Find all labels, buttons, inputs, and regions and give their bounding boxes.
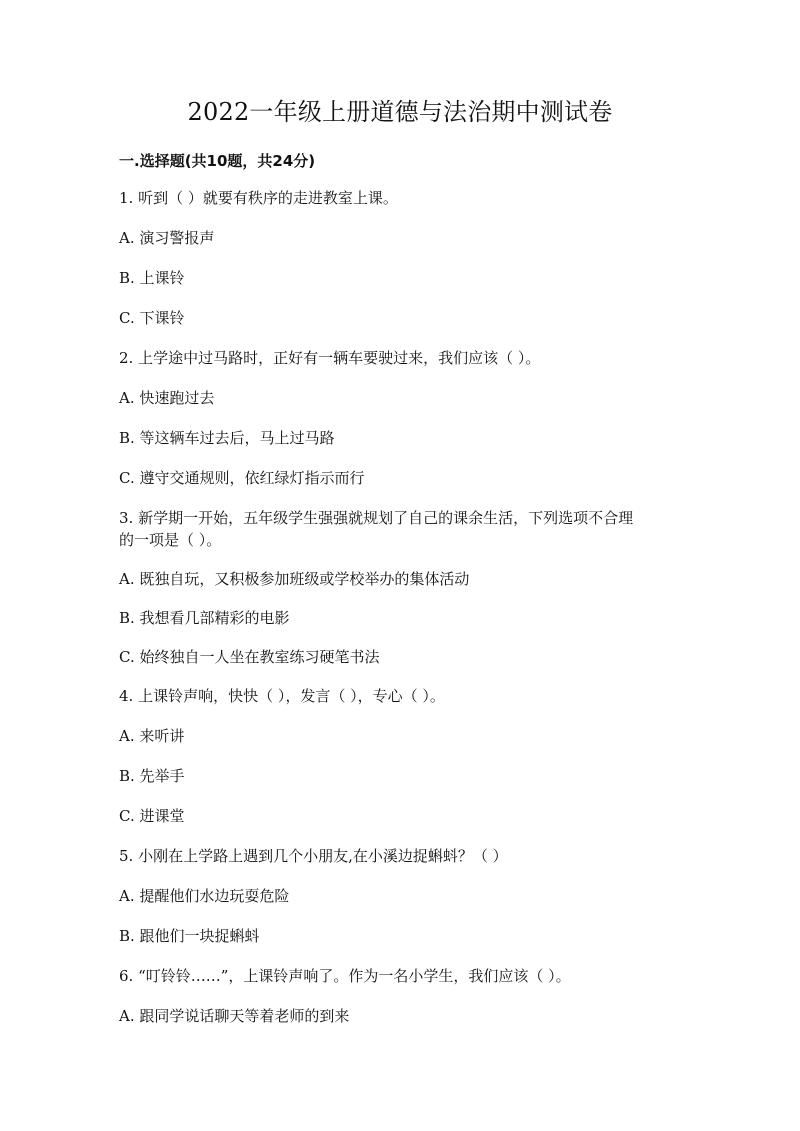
question-2-option-b: B. 等这辆车过去后，马上过马路 — [119, 429, 335, 447]
question-6-stem: 6. “叮铃铃……”，上课铃声响了。作为一名小学生，我们应该（ ）。 — [119, 967, 571, 985]
question-4-option-a: A. 来听讲 — [119, 727, 185, 745]
question-5-option-a: A. 提醒他们水边玩耍危险 — [119, 887, 290, 905]
section-heading: 一.选择题(共10题，共24分) — [119, 152, 316, 170]
question-3-option-a: A. 既独自玩，又积极参加班级或学校举办的集体活动 — [119, 570, 470, 588]
question-1-option-c: C. 下课铃 — [119, 309, 185, 327]
question-1-option-a: A. 演习警报声 — [119, 229, 215, 247]
question-4-option-c: C. 进课堂 — [119, 807, 185, 825]
question-3-option-b: B. 我想看几部精彩的电影 — [119, 609, 290, 627]
question-4-stem: 4. 上课铃声响，快快（ ），发言（ ），专心（ ）。 — [119, 687, 445, 705]
question-1-option-b: B. 上课铃 — [119, 269, 185, 287]
question-2-stem: 2. 上学途中过马路时，正好有一辆车要驶过来，我们应该（ ）。 — [119, 349, 541, 367]
question-5-option-b: B. 跟他们一块捉蝌蚪 — [119, 927, 260, 945]
question-6-option-a: A. 跟同学说话聊天等着老师的到来 — [119, 1007, 350, 1025]
question-3-option-c: C. 始终独自一人坐在教室练习硬笔书法 — [119, 648, 380, 666]
question-2-option-c: C. 遵守交通规则，依红绿灯指示而行 — [119, 469, 365, 487]
question-2-option-a: A. 快速跑过去 — [119, 389, 215, 407]
question-3-stem-line-1: 3. 新学期一开始，五年级学生强强就规划了自己的课余生活，下列选项不合理 — [119, 509, 634, 527]
question-5-stem: 5. 小刚在上学路上遇到几个小朋友,在小溪边捉蝌蚪？（ ） — [119, 847, 508, 865]
question-1-stem: 1. 听到（ ）就要有秩序的走进教室上课。 — [119, 189, 398, 207]
question-4-option-b: B. 先举手 — [119, 767, 185, 785]
exam-title: 2022一年级上册道德与法治期中测试卷 — [187, 98, 613, 126]
question-3-stem-line-2: 的一项是（ ）。 — [119, 531, 222, 549]
